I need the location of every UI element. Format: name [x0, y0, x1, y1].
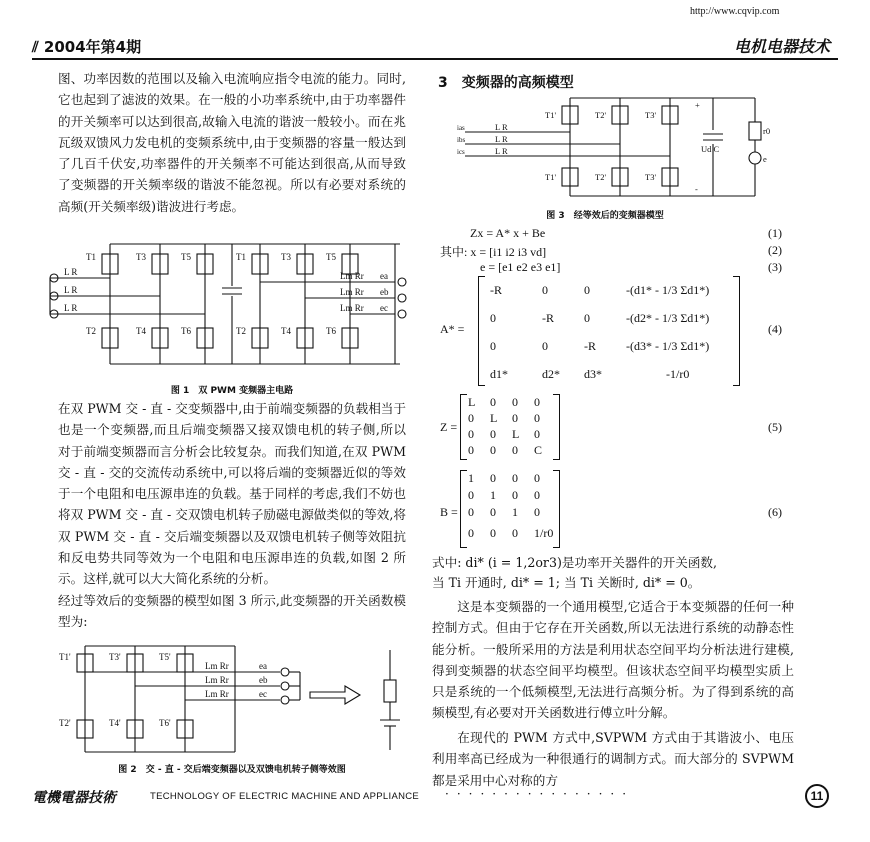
equation-2: 其中: x = [i1 i2 i3 vd] — [440, 245, 547, 259]
matrix-z-cell: 0 — [512, 394, 518, 409]
matrix-a-cell: 0 — [542, 282, 548, 297]
matrix-b-cell: 0 — [534, 505, 540, 519]
bracket-right — [553, 394, 560, 460]
fig3-branch-label: L R — [495, 146, 508, 156]
matrix-a-cell: 0 — [490, 338, 496, 353]
fig1-upper-label: T1 — [86, 252, 96, 262]
fig3-input-label: ias — [457, 124, 465, 132]
matrix-z-cell: 0 — [468, 410, 474, 425]
fig2-branch-label: Lm Rr — [205, 689, 229, 699]
equation-1: Zx = A* x + Be — [470, 226, 546, 240]
fig1-branch-label: L R — [64, 303, 78, 313]
fig3-input-label: ibs — [457, 136, 466, 144]
matrix-z-label: Z = — [440, 420, 458, 434]
matrix-z-cell: 0 — [490, 442, 496, 457]
source-url: http://www.cqvip.com — [690, 6, 780, 17]
matrix-b-cell: 0 — [490, 525, 496, 540]
matrix-a — [478, 276, 740, 386]
fig3-branch-label: L R — [495, 134, 508, 144]
matrix-z — [460, 394, 560, 460]
fig2-source-label: eb — [259, 675, 268, 685]
fig1-lower-label: T6 — [326, 326, 336, 336]
bracket-left — [460, 470, 467, 548]
matrix-b-cell: 0 — [490, 471, 496, 485]
matrix-z-cell: 0 — [512, 442, 518, 457]
matrix-b — [460, 470, 560, 548]
matrix-a-cell: d2* — [542, 366, 560, 381]
fig3-branch-label: L R — [495, 122, 508, 132]
fig1-lower-label: T2 — [86, 326, 96, 336]
matrix-b-cell: 1 — [512, 505, 518, 519]
fig3-upper-label: T3' — [645, 110, 656, 120]
fig2-branch-label: Lm Rr — [205, 661, 229, 671]
paragraph-1: 图、功率因数的范围以及输入电流响应指令电流的能力。同时,它也起到了滤波的效果。在一般的小功率系统中,由于功率器件的开关频率可以达到很高,故输入电流的谐波一般较小。而在兆瓦级双馈风力发电机的变频系统中,由于变频器的容量一般达到了几百千伏安,功率器件的开关频率不可能达到很高,从而导致了变频器的开关频率级的谐波不能忽视。所以有必要对系统的高频(开关频率级)谐波进行考虑。 — [58, 71, 406, 214]
note-line-1: 式中: di* (i = 1,2or3)是功率开关器件的开关函数, — [432, 555, 718, 570]
matrix-b-cell: 0 — [534, 488, 540, 502]
matrix-b-label: B = — [440, 505, 458, 519]
matrix-z-cell: 0 — [512, 410, 518, 425]
fig3-resistor-label: r0 — [763, 126, 771, 136]
footer-dots: ················ — [445, 787, 635, 801]
matrix-a-cell: -R — [542, 310, 554, 325]
fig1-upper-label: T5 — [326, 252, 336, 262]
matrix-z-cell: 0 — [468, 426, 474, 441]
fig1-lower-label: T4 — [281, 326, 291, 336]
matrix-a-cell: -(d1* - 1/3 Σd1*) — [626, 282, 710, 297]
page-number: 11 — [805, 784, 829, 808]
fig1-upper-label: T3 — [281, 252, 291, 262]
matrix-a-cell: -(d2* - 1/3 Σd1*) — [626, 310, 710, 325]
fig2-upper-label: T5' — [159, 652, 171, 662]
figure-1-circuit — [40, 236, 420, 376]
fig2-lower-label: T4' — [109, 718, 121, 728]
matrix-a-cell: -R — [584, 338, 596, 353]
fig3-input-label: ics — [457, 148, 465, 156]
fig3-upper-label: T1' — [545, 110, 556, 120]
equation-number: (4) — [768, 322, 782, 336]
fig3-lower-label: T1' — [545, 172, 556, 182]
equation-3: e = [e1 e2 e3 e1] — [480, 260, 561, 274]
figure-1-caption: 图 1 双 PWM 变频器主电路 — [170, 386, 294, 396]
matrix-a-label: A* = — [440, 322, 465, 336]
fig1-branch-label: Lm Rr — [340, 303, 364, 313]
fig1-source-label: ec — [380, 303, 388, 313]
matrix-a-cell: 0 — [490, 310, 496, 325]
fig3-minus-label: - — [695, 184, 698, 194]
fig1-upper-label: T5 — [181, 252, 191, 262]
equation-number: (6) — [768, 505, 782, 519]
note-line-2: 当 Ti 开通时, di* = 1; 当 Ti 关断时, di* = 0。 — [432, 575, 701, 590]
matrix-b-cell: 0 — [512, 471, 518, 485]
matrix-z-cell: 0 — [490, 394, 496, 409]
matrix-z-cell: 0 — [534, 394, 540, 409]
fig3-lower-label: T3' — [645, 172, 656, 182]
fig2-upper-label: T3' — [109, 652, 121, 662]
bracket-right — [553, 470, 560, 548]
journal-logo: 電機電器技術 — [32, 790, 116, 806]
equation-number: (3) — [768, 260, 782, 274]
paragraph-5: 在现代的 PWM 方式中,SVPWM 方式由于其谐波小、电压利用率高已经成为一种很通行的调制方式。而大部分的 SVPWM 都是采用中心对称的方 — [432, 730, 794, 788]
paragraph-4: 这是本变频器的一个通用模型,它适合于本变频器的任何一种控制方式。但由于它存在开关函数,所以无法进行系统的动静态性能分析。一般所采用的方法是利用状态空间平均分析法进行建模,得到变频器的状态空间平均模型。但该状态空间平均模型实质上只是系统的一个低频模型,无法进行高频分析。为了得到系统的高频模型,有必要对开关函数进行傅立叶分解。 — [432, 599, 794, 721]
equation-number: (5) — [768, 420, 782, 434]
matrix-b-cell: 0 — [468, 505, 474, 519]
fig1-branch-label: Lm Rr — [340, 287, 364, 297]
fig1-branch-label: L R — [64, 285, 78, 295]
fig1-lower-label: T2 — [236, 326, 246, 336]
bracket-left — [478, 276, 485, 386]
fig2-lower-label: T2' — [59, 718, 71, 728]
matrix-a-cell: -(d3* - 1/3 Σd1*) — [626, 338, 710, 353]
fig1-lower-label: T4 — [136, 326, 146, 336]
fig3-upper-label: T2' — [595, 110, 606, 120]
fig2-source-label: ec — [259, 689, 267, 699]
paragraph-3: 经过等效后的变频器的模型如图 3 所示,此变频器的开关函数模型为: — [58, 593, 406, 630]
figure-2-circuit — [55, 640, 415, 760]
fig1-source-label: eb — [380, 287, 389, 297]
footer-journal-name: TECHNOLOGY OF ELECTRIC MACHINE AND APPLIANCE — [150, 791, 420, 802]
fig1-branch-label: Lm Rr — [340, 271, 364, 281]
matrix-a-cell: 0 — [584, 310, 590, 325]
matrix-b-cell: 0 — [512, 525, 518, 540]
matrix-a-cell: d3* — [584, 366, 602, 381]
fig2-upper-label: T1' — [59, 652, 71, 662]
double-slash-icon: ⫽ — [32, 38, 44, 56]
matrix-b-cell: 1/r0 — [534, 525, 554, 540]
fig2-lower-label: T6' — [159, 718, 171, 728]
matrix-b-cell: 0 — [534, 471, 540, 485]
issue-label: ⫽ 2004年第4期 — [32, 38, 142, 56]
matrix-b-cell: 0 — [468, 488, 474, 502]
matrix-z-cell: 0 — [468, 442, 474, 457]
fig2-source-label: ea — [259, 661, 267, 671]
matrix-z-cell: 0 — [534, 410, 540, 425]
fig3-plus-label: + — [695, 100, 700, 110]
matrix-a-cell: 0 — [584, 282, 590, 297]
journal-title: 电机电器技术 — [733, 37, 830, 56]
fig1-upper-label: T3 — [136, 252, 146, 262]
matrix-b-cell: 1 — [468, 471, 474, 485]
matrix-b-cell: 0 — [512, 488, 518, 502]
matrix-b-cell: 1 — [490, 488, 496, 502]
matrix-z-cell: L — [468, 394, 476, 409]
bracket-right — [733, 276, 740, 386]
fig3-source-label: e — [763, 154, 767, 164]
fig1-source-label: ea — [380, 271, 388, 281]
fig3-lower-label: T2' — [595, 172, 606, 182]
paragraph-2: 在双 PWM 交 - 直 - 交变频器中,由于前端变频器的负载相当于也是一个变频器,而且后端变频器又接双馈电机的转子侧,所以对于前端变频器而言分析会比较复杂。而我们知道,在双 PWM 交 - 直 - 交的交流传动系统中,可以将后端的变频器近似的等效于一个电阻和电压源串连的负载。基于同样的考虑,我们不妨也将双 PWM 交 - 直 - 交双馈电机转子励磁电源做类似的等效,将双 PWM 交 - 直 - 交后端变频器以及双馈电机转子侧等效阻抗和反电势共同等效为一个电阻和电压源串连的负载,如图 2 所示。这样,就可以大大简化系统的分析。 — [58, 401, 406, 587]
fig1-branch-label: L R — [64, 267, 78, 277]
section-title: 3 变频器的高频模型 — [438, 75, 574, 91]
figure-2-caption: 图 2 交 - 直 - 交后端变频器以及双馈电机转子侧等效图 — [118, 765, 346, 775]
matrix-b-cell: 0 — [468, 525, 474, 540]
matrix-z-cell: L — [490, 410, 498, 425]
fig1-upper-label: T1 — [236, 252, 246, 262]
header-rule — [32, 58, 838, 60]
equation-number: (1) — [768, 226, 782, 240]
matrix-z-cell: 0 — [534, 426, 540, 441]
bracket-left — [460, 394, 467, 460]
fig3-capacitor-label: Ud C — [701, 144, 720, 154]
matrix-b-cell: 0 — [490, 505, 496, 519]
matrix-a-cell: d1* — [490, 366, 508, 381]
figure-3-circuit — [455, 92, 785, 204]
fig2-branch-label: Lm Rr — [205, 675, 229, 685]
figure-3-caption: 图 3 经等效后的变频器模型 — [546, 211, 664, 221]
matrix-a-cell: -1/r0 — [666, 366, 690, 381]
matrix-z-cell: 0 — [490, 426, 496, 441]
fig1-lower-label: T6 — [181, 326, 191, 336]
matrix-z-cell: C — [534, 442, 543, 457]
equation-number: (2) — [768, 243, 782, 257]
matrix-a-cell: 0 — [542, 338, 548, 353]
matrix-a-cell: -R — [490, 282, 502, 297]
matrix-z-cell: L — [512, 426, 520, 441]
